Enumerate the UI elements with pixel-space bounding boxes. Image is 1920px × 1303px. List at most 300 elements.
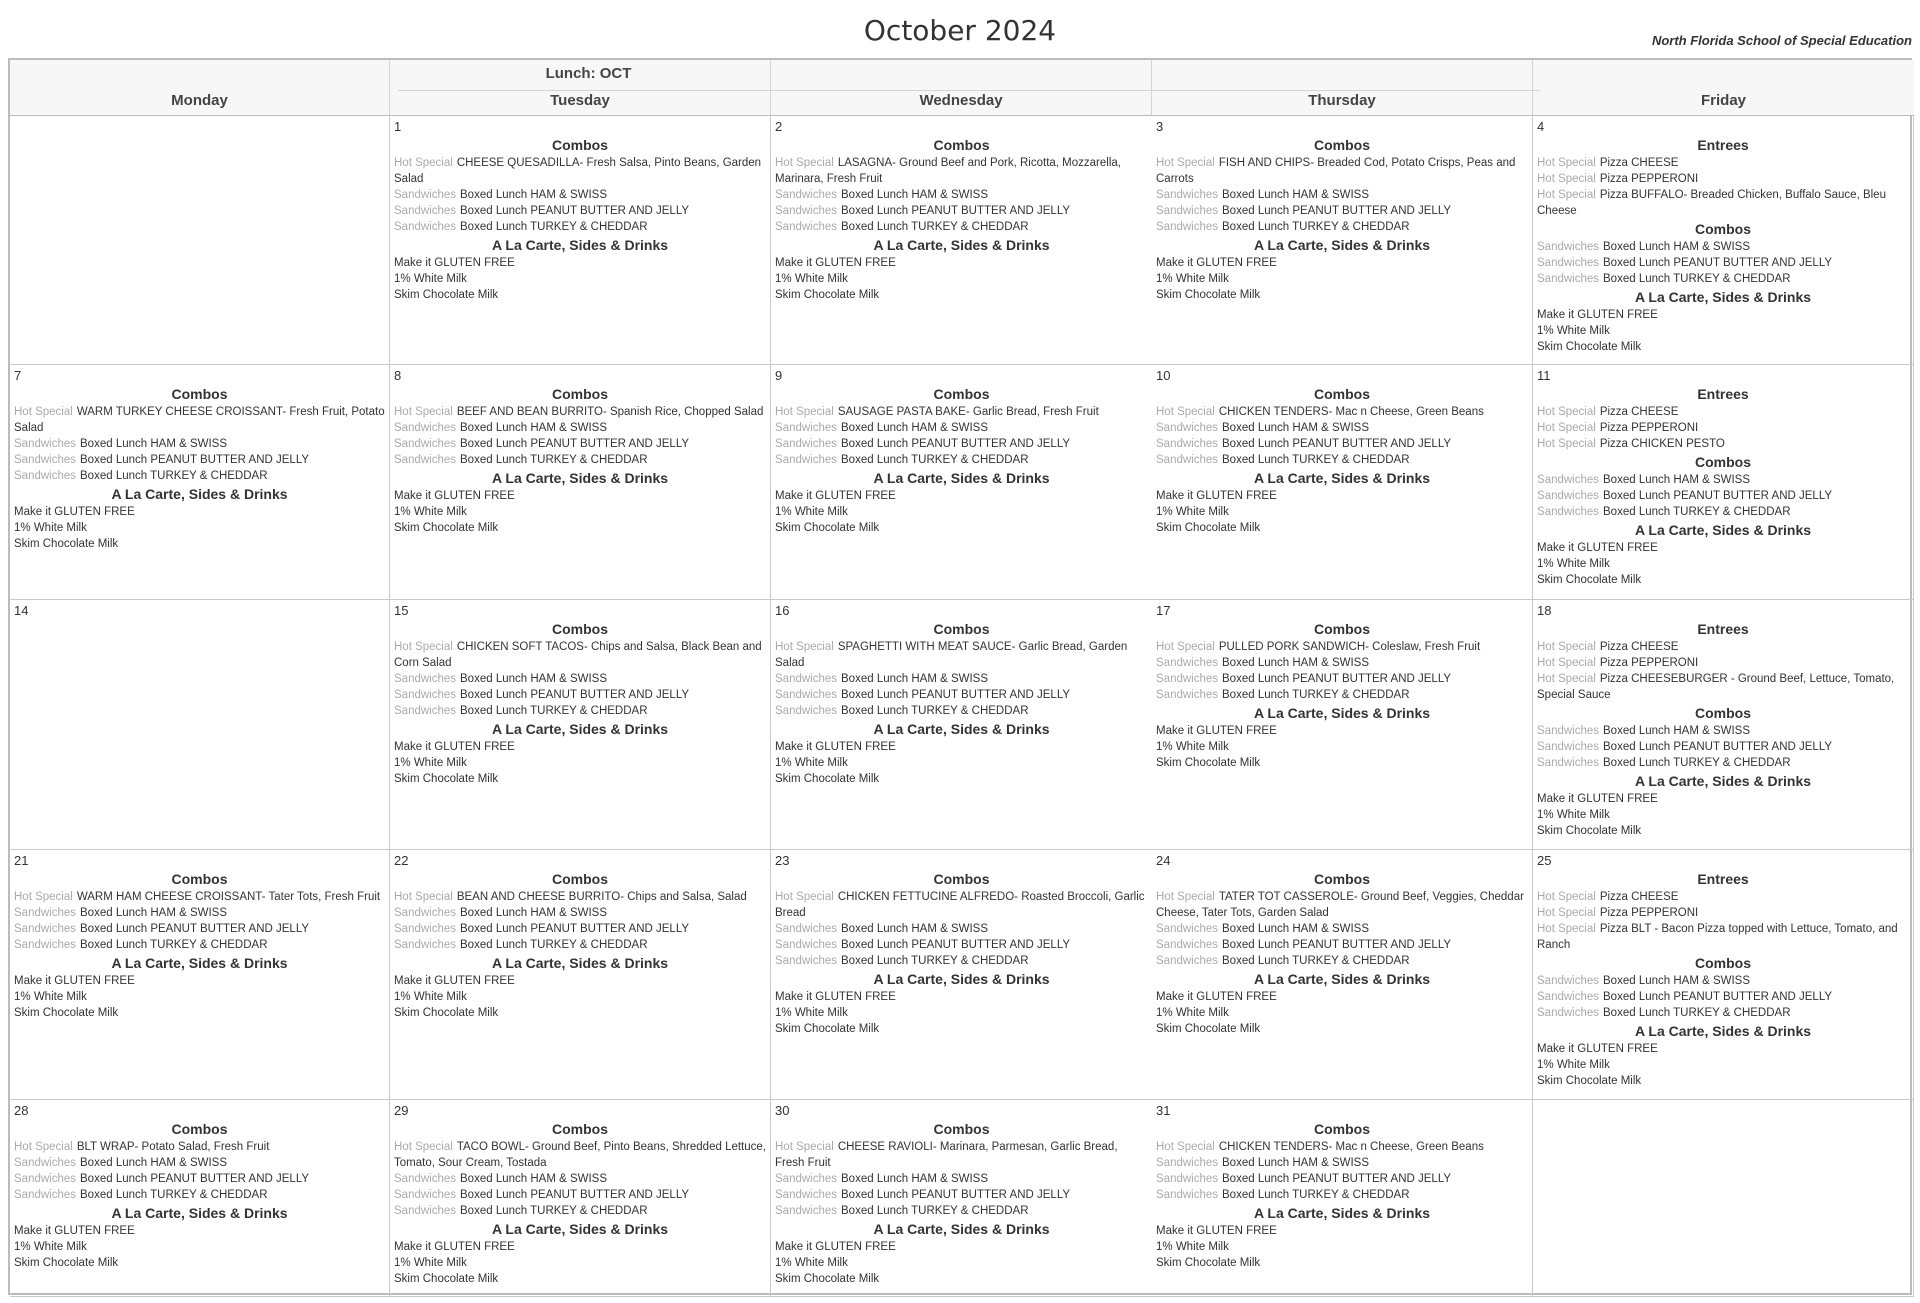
menu-section-heading: A La Carte, Sides & Drinks bbox=[873, 470, 1050, 486]
menu-item bbox=[1537, 1057, 1909, 1073]
menu-item bbox=[1156, 452, 1528, 468]
menu-item bbox=[394, 1239, 766, 1255]
menu-item bbox=[1537, 723, 1909, 739]
menu-item-text: Pizza CHEESE bbox=[1599, 157, 1679, 169]
menu-section-heading: A La Carte, Sides & Drinks bbox=[1253, 237, 1431, 253]
menu-item bbox=[1156, 1139, 1528, 1155]
menu-item-text: Pizza PEPPERONI bbox=[1599, 657, 1699, 669]
menu-item bbox=[14, 436, 385, 452]
menu-item bbox=[394, 203, 766, 219]
menu-section-heading: Combos bbox=[1695, 955, 1751, 971]
menu-item-category: Sandwiches bbox=[14, 1189, 77, 1201]
menu-item bbox=[1156, 889, 1528, 921]
day-number: 29 bbox=[394, 1103, 409, 1118]
menu-item-text: CHICKEN SOFT TACOS- Chips and Salsa, Black Bean and Corn Salad bbox=[394, 641, 762, 669]
menu-item bbox=[775, 504, 1148, 520]
menu-item bbox=[1156, 203, 1528, 219]
menu-item bbox=[775, 271, 1148, 287]
menu-item-text: Skim Chocolate Milk bbox=[775, 773, 880, 785]
menu-item-category: Sandwiches bbox=[1156, 189, 1219, 201]
menu-section-heading: Combos bbox=[933, 386, 990, 402]
menu-item-category: Sandwiches bbox=[775, 939, 838, 951]
menu-item-text: Boxed Lunch TURKEY & CHEDDAR bbox=[460, 939, 648, 951]
menu-item bbox=[1537, 921, 1909, 953]
menu-item-text: BEAN AND CHEESE BURRITO- Chips and Salsa, Salad bbox=[456, 891, 747, 903]
menu-item-text: 1% White Milk bbox=[394, 991, 467, 1003]
menu-item-category: Hot Special bbox=[1156, 641, 1215, 653]
menu-item-category: Hot Special bbox=[775, 1141, 834, 1153]
menu-item-text: Skim Chocolate Milk bbox=[1537, 1075, 1642, 1087]
menu-item-category: Sandwiches bbox=[775, 673, 838, 685]
menu-item-text: Make it GLUTEN FREE bbox=[394, 490, 515, 502]
day-cell bbox=[390, 116, 771, 365]
menu-item bbox=[14, 520, 385, 536]
menu-item-category: Sandwiches bbox=[775, 923, 838, 935]
day-number: 10 bbox=[1156, 368, 1171, 383]
menu-item-text: 1% White Milk bbox=[14, 1241, 87, 1253]
menu-item-text: Boxed Lunch TURKEY & CHEDDAR bbox=[841, 221, 1029, 233]
menu-item-text: 1% White Milk bbox=[1156, 1241, 1229, 1253]
menu-item-category: Sandwiches bbox=[775, 955, 838, 967]
menu-item-text: Pizza CHEESE bbox=[1599, 891, 1679, 903]
menu-item-text: Skim Chocolate Milk bbox=[394, 773, 499, 785]
menu-item-category: Hot Special bbox=[1537, 907, 1596, 919]
menu-item bbox=[394, 1187, 766, 1203]
menu-item-text: Make it GLUTEN FREE bbox=[394, 741, 515, 753]
day-header-monday bbox=[10, 60, 390, 116]
day-header-label: Wednesday bbox=[919, 92, 1003, 109]
menu-item-category: Sandwiches bbox=[775, 1205, 838, 1217]
day-number: 16 bbox=[775, 603, 790, 618]
menu-item bbox=[1156, 755, 1528, 771]
menu-section-heading: Combos bbox=[1695, 454, 1751, 470]
menu-item-text: 1% White Milk bbox=[1537, 325, 1610, 337]
menu-item-category: Sandwiches bbox=[1537, 991, 1600, 1003]
day-number: 14 bbox=[14, 603, 29, 618]
menu-item-text: Skim Chocolate Milk bbox=[1156, 1023, 1261, 1035]
menu-item bbox=[775, 219, 1148, 235]
menu-item-text: Boxed Lunch PEANUT BUTTER AND JELLY bbox=[80, 923, 310, 935]
menu-item-text: Skim Chocolate Milk bbox=[1156, 1257, 1261, 1269]
menu-item-category: Sandwiches bbox=[394, 923, 457, 935]
menu-item-category: Sandwiches bbox=[1156, 454, 1219, 466]
day-cell bbox=[390, 850, 771, 1100]
menu-item-category: Hot Special bbox=[1537, 157, 1596, 169]
menu-item-text: Boxed Lunch TURKEY & CHEDDAR bbox=[1222, 454, 1410, 466]
menu-item-text: Make it GLUTEN FREE bbox=[1537, 542, 1658, 554]
menu-item-category: Sandwiches bbox=[14, 939, 77, 951]
menu-section-heading: Combos bbox=[933, 621, 990, 637]
menu-item-category: Sandwiches bbox=[1156, 1173, 1219, 1185]
menu-item-text: SAUSAGE PASTA BAKE- Garlic Bread, Fresh Fruit bbox=[837, 406, 1099, 418]
menu-item bbox=[14, 989, 385, 1005]
menu-item-text: Boxed Lunch PEANUT BUTTER AND JELLY bbox=[1222, 1173, 1452, 1185]
menu-item bbox=[14, 536, 385, 552]
day-number: 9 bbox=[775, 368, 783, 383]
menu-item-category: Hot Special bbox=[1537, 657, 1596, 669]
menu-calendar bbox=[8, 58, 1912, 1295]
menu-item bbox=[1537, 807, 1909, 823]
menu-item bbox=[394, 420, 766, 436]
menu-item-category: Sandwiches bbox=[394, 1205, 457, 1217]
day-cell bbox=[1152, 365, 1533, 600]
menu-item bbox=[1156, 921, 1528, 937]
menu-item-category: Sandwiches bbox=[775, 221, 838, 233]
day-number: 22 bbox=[394, 853, 409, 868]
menu-item bbox=[14, 921, 385, 937]
menu-item bbox=[1537, 420, 1909, 436]
menu-item-category: Sandwiches bbox=[1156, 1157, 1219, 1169]
menu-item-text: Boxed Lunch HAM & SWISS bbox=[841, 422, 989, 434]
menu-item-text: 1% White Milk bbox=[1537, 1059, 1610, 1071]
menu-item-category: Sandwiches bbox=[394, 454, 457, 466]
menu-item-category: Hot Special bbox=[394, 157, 453, 169]
menu-item-text: SPAGHETTI WITH MEAT SAUCE- Garlic Bread, Garden Salad bbox=[775, 641, 1128, 669]
menu-item-text: Make it GLUTEN FREE bbox=[775, 991, 896, 1003]
menu-item bbox=[775, 1187, 1148, 1203]
menu-section-heading: Combos bbox=[552, 137, 608, 153]
menu-item-text: Skim Chocolate Milk bbox=[14, 1257, 119, 1269]
menu-item-text: BLT WRAP- Potato Salad, Fresh Fruit bbox=[76, 1141, 270, 1153]
menu-section-heading: Combos bbox=[1695, 221, 1751, 237]
menu-item-text: Boxed Lunch HAM & SWISS bbox=[1603, 725, 1751, 737]
menu-section-heading: Entrees bbox=[1697, 621, 1749, 637]
menu-item bbox=[1537, 239, 1909, 255]
menu-item bbox=[1537, 1073, 1909, 1089]
menu-item bbox=[1156, 639, 1528, 655]
menu-item-text: Make it GLUTEN FREE bbox=[1156, 991, 1277, 1003]
menu-item-text: Skim Chocolate Milk bbox=[394, 522, 499, 534]
menu-section-heading: Entrees bbox=[1697, 386, 1749, 402]
menu-item bbox=[394, 1171, 766, 1187]
menu-item-text: Make it GLUTEN FREE bbox=[775, 741, 896, 753]
day-number: 15 bbox=[394, 603, 409, 618]
menu-item bbox=[14, 404, 385, 436]
menu-item bbox=[775, 755, 1148, 771]
menu-item-category: Hot Special bbox=[1537, 673, 1596, 685]
menu-item-text: Skim Chocolate Milk bbox=[394, 289, 499, 301]
menu-item bbox=[14, 1155, 385, 1171]
menu-item bbox=[1537, 973, 1909, 989]
day-cell bbox=[1533, 600, 1914, 850]
menu-item-text: 1% White Milk bbox=[1537, 809, 1610, 821]
menu-item-category: Sandwiches bbox=[1537, 474, 1600, 486]
menu-item bbox=[775, 155, 1148, 187]
day-cell bbox=[10, 1100, 390, 1297]
menu-item bbox=[1156, 488, 1528, 504]
day-number: 1 bbox=[394, 119, 402, 134]
menu-item-category: Sandwiches bbox=[394, 221, 457, 233]
menu-item-text: Boxed Lunch PEANUT BUTTER AND JELLY bbox=[1222, 438, 1452, 450]
menu-item bbox=[14, 1139, 385, 1155]
menu-item bbox=[394, 287, 766, 303]
menu-item-text: Boxed Lunch HAM & SWISS bbox=[460, 189, 608, 201]
menu-item-category: Sandwiches bbox=[1537, 490, 1600, 502]
menu-item-text: Make it GLUTEN FREE bbox=[1537, 793, 1658, 805]
day-number: 4 bbox=[1537, 119, 1545, 134]
menu-item bbox=[1156, 655, 1528, 671]
menu-item-text: Boxed Lunch PEANUT BUTTER AND JELLY bbox=[841, 438, 1071, 450]
day-cell bbox=[771, 365, 1152, 600]
menu-section-heading: Combos bbox=[1314, 871, 1370, 887]
menu-item-text: Make it GLUTEN FREE bbox=[14, 1225, 135, 1237]
menu-item-text: WARM HAM CHEESE CROISSANT- Tater Tots, Fresh Fruit bbox=[76, 891, 381, 903]
menu-item-category: Hot Special bbox=[394, 641, 453, 653]
menu-section-heading: Combos bbox=[552, 1121, 608, 1137]
menu-item-text: Boxed Lunch HAM & SWISS bbox=[841, 1173, 989, 1185]
menu-item-text: 1% White Milk bbox=[1156, 741, 1229, 753]
menu-item-text: Skim Chocolate Milk bbox=[14, 538, 119, 550]
menu-item-text: Boxed Lunch HAM & SWISS bbox=[841, 923, 989, 935]
menu-section-heading: A La Carte, Sides & Drinks bbox=[111, 486, 288, 502]
menu-item-text: Boxed Lunch HAM & SWISS bbox=[80, 907, 228, 919]
day-cell bbox=[1152, 1100, 1533, 1297]
menu-item-text: Boxed Lunch HAM & SWISS bbox=[1222, 422, 1370, 434]
menu-section-heading: Entrees bbox=[1697, 137, 1749, 153]
menu-item bbox=[1156, 989, 1528, 1005]
menu-item bbox=[775, 520, 1148, 536]
menu-item bbox=[775, 1255, 1148, 1271]
menu-item-text: 1% White Milk bbox=[775, 757, 848, 769]
menu-item-text: 1% White Milk bbox=[394, 1257, 467, 1269]
menu-section-heading: Combos bbox=[1314, 621, 1370, 637]
menu-section-heading: A La Carte, Sides & Drinks bbox=[491, 237, 669, 253]
menu-item-text: Boxed Lunch TURKEY & CHEDDAR bbox=[1222, 955, 1410, 967]
menu-item-text: Make it GLUTEN FREE bbox=[1156, 725, 1277, 737]
menu-item-text: Boxed Lunch HAM & SWISS bbox=[1222, 923, 1370, 935]
menu-item-text: Skim Chocolate Milk bbox=[394, 1273, 499, 1285]
menu-item-text: Pizza CHEESE bbox=[1599, 641, 1679, 653]
menu-item bbox=[1537, 572, 1909, 588]
menu-item bbox=[775, 921, 1148, 937]
menu-item bbox=[14, 905, 385, 921]
day-cell bbox=[390, 365, 771, 600]
menu-item-text: Boxed Lunch TURKEY & CHEDDAR bbox=[460, 705, 648, 717]
menu-item-text: CHEESE QUESADILLA- Fresh Salsa, Pinto Beans, Garden Salad bbox=[394, 157, 762, 185]
menu-item-category: Hot Special bbox=[1156, 891, 1215, 903]
menu-item-text: Boxed Lunch PEANUT BUTTER AND JELLY bbox=[1603, 490, 1833, 502]
menu-item bbox=[14, 1005, 385, 1021]
menu-item-category: Sandwiches bbox=[775, 189, 838, 201]
menu-item-category: Hot Special bbox=[1537, 641, 1596, 653]
menu-item-text: Boxed Lunch TURKEY & CHEDDAR bbox=[841, 454, 1029, 466]
day-cell bbox=[390, 600, 771, 850]
menu-section-heading: A La Carte, Sides & Drinks bbox=[111, 1205, 288, 1221]
menu-item bbox=[14, 937, 385, 953]
menu-section-heading: A La Carte, Sides & Drinks bbox=[1253, 971, 1431, 987]
menu-item bbox=[394, 219, 766, 235]
menu-item-text: CHICKEN TENDERS- Mac n Cheese, Green Beans bbox=[1218, 1141, 1484, 1153]
header-divider bbox=[398, 90, 1540, 91]
menu-item bbox=[1537, 755, 1909, 771]
menu-item bbox=[1537, 155, 1909, 171]
menu-item-category: Sandwiches bbox=[1537, 725, 1600, 737]
menu-item-category: Sandwiches bbox=[775, 454, 838, 466]
menu-item-text: Skim Chocolate Milk bbox=[1537, 574, 1642, 586]
menu-section-heading: A La Carte, Sides & Drinks bbox=[491, 955, 669, 971]
menu-item bbox=[1537, 791, 1909, 807]
day-header-label: Thursday bbox=[1308, 92, 1376, 109]
menu-item-category: Sandwiches bbox=[394, 1189, 457, 1201]
menu-section-heading: A La Carte, Sides & Drinks bbox=[873, 721, 1050, 737]
day-cell bbox=[10, 600, 390, 850]
menu-item-text: Boxed Lunch TURKEY & CHEDDAR bbox=[1222, 221, 1410, 233]
menu-item-category: Sandwiches bbox=[775, 1189, 838, 1201]
menu-item bbox=[14, 1171, 385, 1187]
day-cell bbox=[390, 1100, 771, 1297]
menu-item bbox=[394, 1271, 766, 1287]
menu-item bbox=[394, 905, 766, 921]
menu-section-heading: Combos bbox=[1314, 137, 1370, 153]
menu-item-text: Boxed Lunch TURKEY & CHEDDAR bbox=[1603, 506, 1791, 518]
menu-item bbox=[1156, 1187, 1528, 1203]
menu-item-category: Sandwiches bbox=[1156, 438, 1219, 450]
menu-item bbox=[1537, 271, 1909, 287]
menu-item-text: Make it GLUTEN FREE bbox=[394, 1241, 515, 1253]
menu-item-text: Make it GLUTEN FREE bbox=[1156, 1225, 1277, 1237]
menu-item-category: Sandwiches bbox=[1156, 923, 1219, 935]
menu-item bbox=[1537, 488, 1909, 504]
menu-item-text: Boxed Lunch TURKEY & CHEDDAR bbox=[1603, 1007, 1791, 1019]
menu-item-category: Sandwiches bbox=[775, 422, 838, 434]
day-number: 30 bbox=[775, 1103, 790, 1118]
day-cell bbox=[10, 365, 390, 600]
menu-item-text: Skim Chocolate Milk bbox=[1156, 522, 1261, 534]
menu-item-text: Boxed Lunch PEANUT BUTTER AND JELLY bbox=[460, 205, 690, 217]
menu-item-text: Make it GLUTEN FREE bbox=[14, 506, 135, 518]
menu-item-text: Boxed Lunch HAM & SWISS bbox=[460, 907, 608, 919]
menu-item-text: Boxed Lunch TURKEY & CHEDDAR bbox=[80, 939, 268, 951]
menu-item bbox=[1156, 187, 1528, 203]
menu-item bbox=[1156, 404, 1528, 420]
menu-item-category: Hot Special bbox=[394, 406, 453, 418]
menu-item-category: Sandwiches bbox=[14, 923, 77, 935]
menu-item bbox=[1537, 823, 1909, 839]
day-number: 18 bbox=[1537, 603, 1552, 618]
menu-item bbox=[394, 889, 766, 905]
menu-item bbox=[394, 520, 766, 536]
menu-item-category: Sandwiches bbox=[1537, 257, 1600, 269]
menu-item bbox=[775, 187, 1148, 203]
menu-item bbox=[775, 703, 1148, 719]
menu-item bbox=[775, 488, 1148, 504]
menu-item bbox=[1537, 436, 1909, 452]
day-number: 21 bbox=[14, 853, 29, 868]
menu-item bbox=[1537, 307, 1909, 323]
menu-item bbox=[394, 452, 766, 468]
menu-section-heading: Combos bbox=[933, 137, 990, 153]
menu-item-category: Sandwiches bbox=[1156, 673, 1219, 685]
menu-item-text: Make it GLUTEN FREE bbox=[1156, 257, 1277, 269]
menu-item-category: Sandwiches bbox=[14, 470, 77, 482]
menu-item bbox=[394, 404, 766, 420]
menu-item-text: Skim Chocolate Milk bbox=[775, 1023, 880, 1035]
menu-item-text: Boxed Lunch TURKEY & CHEDDAR bbox=[841, 1205, 1029, 1217]
menu-item bbox=[1537, 889, 1909, 905]
menu-item-text: Make it GLUTEN FREE bbox=[1156, 490, 1277, 502]
menu-item bbox=[1156, 1255, 1528, 1271]
menu-section-heading: Combos bbox=[933, 1121, 990, 1137]
menu-item-text: Boxed Lunch PEANUT BUTTER AND JELLY bbox=[460, 1189, 690, 1201]
menu-item bbox=[1156, 287, 1528, 303]
menu-item bbox=[775, 436, 1148, 452]
menu-item-text: Boxed Lunch PEANUT BUTTER AND JELLY bbox=[1222, 939, 1452, 951]
menu-item-category: Sandwiches bbox=[1537, 975, 1600, 987]
menu-item bbox=[1156, 1005, 1528, 1021]
menu-item-category: Hot Special bbox=[394, 891, 453, 903]
day-header-label: Friday bbox=[1700, 92, 1746, 109]
day-number: 2 bbox=[775, 119, 783, 134]
menu-item-text: Boxed Lunch HAM & SWISS bbox=[841, 673, 989, 685]
menu-item bbox=[775, 1139, 1148, 1171]
menu-item-text: 1% White Milk bbox=[775, 1007, 848, 1019]
menu-item-text: Boxed Lunch TURKEY & CHEDDAR bbox=[1603, 273, 1791, 285]
menu-item bbox=[775, 1021, 1148, 1037]
menu-item bbox=[775, 287, 1148, 303]
menu-item-text: Boxed Lunch TURKEY & CHEDDAR bbox=[1222, 689, 1410, 701]
day-header-thursday bbox=[1152, 60, 1533, 116]
menu-item-category: Sandwiches bbox=[1156, 689, 1219, 701]
menu-item-text: 1% White Milk bbox=[394, 506, 467, 518]
menu-item-text: Boxed Lunch PEANUT BUTTER AND JELLY bbox=[80, 454, 310, 466]
menu-item bbox=[775, 452, 1148, 468]
menu-item bbox=[775, 953, 1148, 969]
day-number: 17 bbox=[1156, 603, 1171, 618]
menu-item-text: Boxed Lunch HAM & SWISS bbox=[1603, 474, 1751, 486]
menu-item-category: Sandwiches bbox=[14, 1173, 77, 1185]
menu-item-category: Sandwiches bbox=[14, 438, 77, 450]
menu-item bbox=[1537, 187, 1909, 219]
menu-section-heading: Combos bbox=[171, 871, 228, 887]
menu-item-category: Hot Special bbox=[1537, 891, 1596, 903]
day-header-label: Monday bbox=[171, 92, 228, 109]
menu-item-text: Make it GLUTEN FREE bbox=[394, 257, 515, 269]
menu-item-text: Boxed Lunch TURKEY & CHEDDAR bbox=[80, 1189, 268, 1201]
day-cell bbox=[1152, 600, 1533, 850]
menu-item-category: Sandwiches bbox=[394, 705, 457, 717]
day-cell bbox=[10, 116, 390, 365]
menu-item-text: Pizza CHEESEBURGER - Ground Beef, Lettuce, Tomato, Special Sauce bbox=[1537, 673, 1895, 701]
menu-item-text: Boxed Lunch PEANUT BUTTER AND JELLY bbox=[80, 1173, 310, 1185]
menu-item bbox=[394, 1005, 766, 1021]
menu-item bbox=[1156, 687, 1528, 703]
menu-item bbox=[1156, 504, 1528, 520]
menu-item-category: Sandwiches bbox=[14, 454, 77, 466]
menu-item bbox=[1537, 255, 1909, 271]
menu-item bbox=[1156, 255, 1528, 271]
menu-item bbox=[775, 771, 1148, 787]
menu-item-text: Boxed Lunch PEANUT BUTTER AND JELLY bbox=[1222, 205, 1452, 217]
menu-item bbox=[14, 1255, 385, 1271]
menu-item-category: Hot Special bbox=[1156, 157, 1215, 169]
day-cell bbox=[771, 850, 1152, 1100]
menu-item-text: Boxed Lunch TURKEY & CHEDDAR bbox=[460, 1205, 648, 1217]
menu-item-text: Pizza CHICKEN PESTO bbox=[1599, 438, 1725, 450]
menu-item bbox=[394, 504, 766, 520]
menu-item bbox=[1537, 404, 1909, 420]
menu-item bbox=[1156, 420, 1528, 436]
menu-item-text: Boxed Lunch PEANUT BUTTER AND JELLY bbox=[460, 923, 690, 935]
menu-item-category: Sandwiches bbox=[1537, 1007, 1600, 1019]
menu-item-text: WARM TURKEY CHEESE CROISSANT- Fresh Fruit, Potato Salad bbox=[14, 406, 385, 434]
menu-item-text: Boxed Lunch HAM & SWISS bbox=[1603, 241, 1751, 253]
menu-item-text: 1% White Milk bbox=[1537, 558, 1610, 570]
menu-item-category: Hot Special bbox=[394, 1141, 453, 1153]
menu-item-category: Sandwiches bbox=[775, 705, 838, 717]
menu-item bbox=[1156, 436, 1528, 452]
menu-item-text: Make it GLUTEN FREE bbox=[1537, 1043, 1658, 1055]
menu-item bbox=[1537, 739, 1909, 755]
